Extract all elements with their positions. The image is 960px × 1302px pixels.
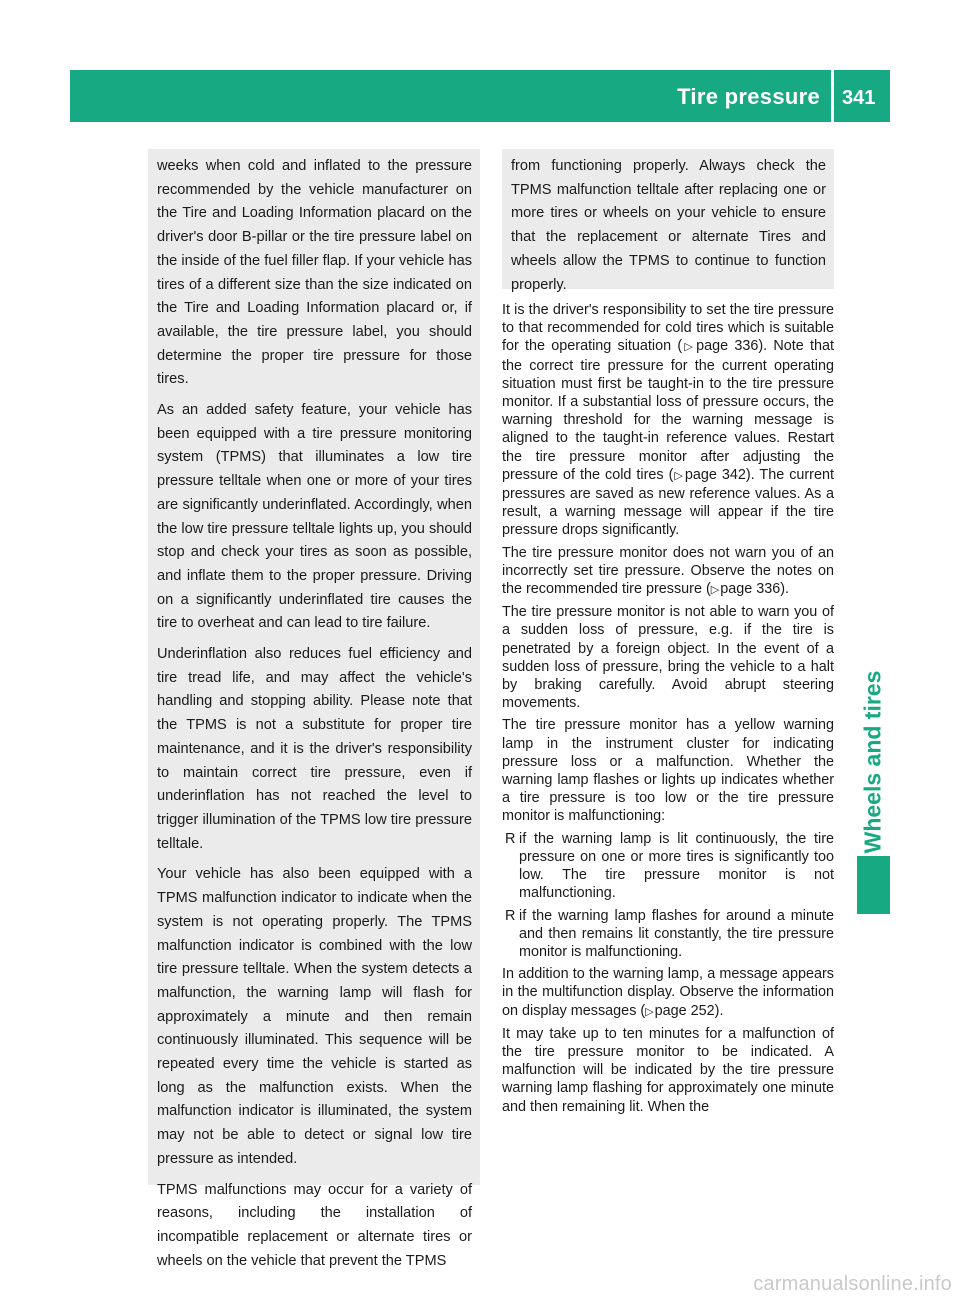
paragraph: [502, 965, 834, 1021]
notice-continuation-text: from functioning properly. Always check the TPMS malfunction telltale after replacing one or more tires or wheels on your vehicle to ensure that the replacement or alternate Tires and wheels allow the TPMS to continue to function properly.: [511, 158, 826, 293]
page-reference-arrow-icon: ▷: [673, 469, 684, 482]
page-reference-arrow-icon: ▷: [645, 1005, 654, 1018]
notice-paragraph: TPMS malfunctions may occur for a variety of reasons, including the installation of incompatible replacement or alternate tires or wheels on the vehicle that prevent the TPMS: [157, 1181, 472, 1269]
paragraph: [502, 544, 834, 600]
safety-notice-panel: [148, 149, 480, 1269]
section-tab-label: Wheels and tires: [859, 670, 886, 854]
text-run: In addition to the warning lamp, a message appears in the multifunction display. Observe the information on display messages (: [502, 966, 834, 1019]
paragraph: [502, 301, 834, 540]
notice-paragraph: As an added safety feature, your vehicle has been equipped with a tire pressure monitoring system (TPMS) that illuminates a low tire pressure telltale when one or more of your tires are significantly underinflated. Accordingly, when the low tire pressure telltale lights up, you should stop and check your tires as soon as possible, and inflate them to the proper pressure. Driving on a significantly underinflated tire causes the tire to overheat and can lead to tire failure.: [157, 402, 472, 632]
paragraph: It may take up to ten minutes for a malfunction of the tire pressure monitor to be indicated. A malfunction will be indicated by the tire pressure warning lamp flashing for approximately one minute and then remaining lit. When the: [502, 1025, 834, 1115]
notice-paragraph: Your vehicle has also been equipped with a TPMS malfunction indicator to indicate when the system is not operating properly. The TPMS malfunction indicator is combined with the low tire pressure telltale. When the system detects a malfunction, the warning lamp will flash for approximately a minute and then remain continuously illuminated. This sequence will be repeated every time the vehicle is started as long as the malfunction exists. When the malfunction indicator is illuminated, the system may not be able to detect or signal low tire pressure as intended.: [157, 866, 472, 1167]
page-reference-link[interactable]: page 342). The current pressures are saved as new reference values. As a result, a warning message will appear if the tire pressure drops significantly.: [502, 466, 834, 539]
bullet-icon: R: [505, 830, 516, 847]
watermark: carmanualsonline.info: [753, 1273, 952, 1295]
paragraph: The tire pressure monitor has a yellow warning lamp in the instrument cluster for indicating pressure loss or a malfunction. Whether the warning lamp flashes or lights up indicates whether a tire pressure is too low or the tire pressure monitor is malfunctioning:: [502, 717, 834, 825]
paragraph: The tire pressure monitor is not able to warn you of a sudden loss of pressure, e.g. if the tire is penetrated by a foreign object. In the event of a sudden loss of pressure, bring the vehicle to a halt by braking carefully. Avoid abrupt steering movements.: [502, 604, 834, 712]
page-reference-arrow-icon: ▷: [710, 584, 720, 597]
notice-continuation-panel: [502, 149, 834, 293]
list-item: [502, 907, 834, 962]
list-item-text: if the warning lamp flashes for around a minute and then remains lit constantly, the tire pressure monitor is malfunctioning.: [519, 907, 834, 960]
text-run: The tire pressure monitor does not warn you of an incorrectly set tire pressure. Observe the notes on the recommended tire pressure (: [502, 544, 834, 598]
body-text: [502, 301, 834, 1116]
list-item: [502, 830, 834, 903]
notice-paragraph: weeks when cold and inflated to the pressure recommended by the vehicle manufacturer on the Tire and Loading Information placard on the driver's door B-pillar or the tire pressure label on the inside of the fuel filler flap. If your vehicle has tires of a different size than the size indicated on the Tire and Loading Information placard or, if available, the tire pressure label, you should determine the proper tire pressure for those tires.: [157, 158, 472, 388]
text-run: It is the driver's responsibility to set the tire pressure to that recommended for cold tires which is suitable for the operating situation (: [502, 302, 834, 355]
page-reference-link[interactable]: page 336). Note that the correct tire pressure for the current operating situation must first be taught-in to the tire pressure monitor. If a substantial loss of pressure occurs, the warning threshold for the warning message is aligned to the taught-in reference values. Restart the tire pressure monitor after adjusting the pressure of the cold tires (: [502, 338, 834, 483]
page-number: 341: [842, 87, 876, 109]
bullet-icon: R: [505, 907, 516, 924]
header-divider: [831, 70, 834, 122]
page-title: Tire pressure: [677, 84, 820, 109]
right-column: [502, 149, 834, 1120]
notice-paragraph: Underinflation also reduces fuel efficiency and tire tread life, and may affect the vehicle's handling and stopping ability. Please note that the TPMS is not a substitute for proper tire maintenance, and it is the driver's responsibility to maintain correct tire pressure, even if underinflation has not reached the level to trigger illumination of the TPMS low tire pressure telltale.: [157, 646, 472, 852]
list-item-text: if the warning lamp is lit continuously, the tire pressure on one or more tires is significantly too low. The tire pressure monitor is not malfunctioning.: [519, 830, 834, 902]
page-reference-link[interactable]: page 252).: [654, 1002, 724, 1019]
page-reference-arrow-icon: ▷: [682, 341, 696, 354]
section-tab-marker: [857, 856, 890, 914]
page-reference-link[interactable]: page 336).: [720, 581, 790, 598]
